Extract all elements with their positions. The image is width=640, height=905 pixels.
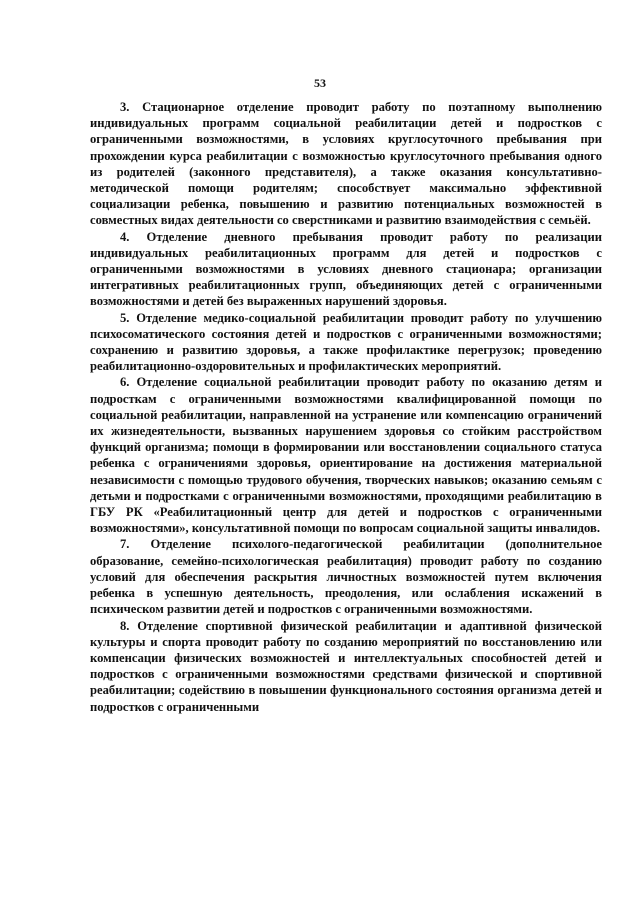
document-body xyxy=(90,99,602,715)
paragraph-3-inpatient-department: 3. Стационарное отделение проводит работу по поэтапному выполнению индивидуальных программ социальной реабилитации детей и подростков с ограниченными возможностями, в условиях круглосуточного пребывания при прохождении курса реабилитации с возможностью круглосуточного пребывания одного из родителей (законного представителя), а также оказания консультативно-методической помощи родителям; способствует максимально эффективной социализации ребенка, повышению и развитию потенциальных возможностей в совместных видах деятельности со сверстниками и развитию взаимодействия с семьёй. xyxy=(90,100,602,228)
paragraph-4-day-care-department: 4. Отделение дневного пребывания проводит работу по реализации индивидуальных реабилитационных программ для детей и подростков с ограниченными возможностями в условиях дневного стационара; организации интегративных реабилитационных групп, объединяющих детей с ограниченными возможностями и детей без выраженных нарушений здоровья. xyxy=(90,229,602,309)
paragraph-5-medical-social-department: 5. Отделение медико-социальной реабилитации проводит работу по улучшению психосоматического состояния детей и подростков с ограниченными возможностями; сохранению и развитию здоровья, а также профилактике перегрузок; проведению реабилитационно-оздоровительных и профилактических мероприятий. xyxy=(90,310,602,374)
paragraph-7-psycho-pedagogical-department: 7. Отделение психолого-педагогической реабилитации (дополнительное образование, семейно-психологическая реабилитация) проводит работу по созданию условий для обеспечения раскрытия личностных возможностей путем включения ребенка в успешную деятельность, преодоления, или ослабления искажений в психическом развитии детей и подростков с ограниченными возможностями. xyxy=(90,537,602,617)
paragraph-8-sports-rehabilitation-department: 8. Отделение спортивной физической реабилитации и адаптивной физической культуры и спорта проводит работу по созданию мероприятий по восстановлению или компенсации физических возможностей и интеллектуальных способностей детей и подростков с ограниченными возможностями средствами физической и спортивной реабилитации; содействию в повышении функционального состояния организма детей и подростков с ограниченными xyxy=(90,618,602,714)
paragraph-6-social-rehabilitation-department: 6. Отделение социальной реабилитации проводит работу по оказанию детям и подросткам с ограниченными возможностями квалифицированной помощи по социальной реабилитации, направленной на устранение или компенсацию ограничений их жизнедеятельности, вызванных нарушением здоровья со стойким расстройством функций организма; помощи в формировании или восстановлении социального статуса ребенка с ограничениями здоровья, ориентирование на достижения материальной независимости с помощью трудового обучения, творческих навыков; оказанию семьям с детьми и подростками с ограниченными возможностями, проходящими реабилитацию в ГБУ РК «Реабилитационный центр для детей и подростков с ограниченными возможностями», консультативной помощи по вопросам социальной защиты инвалидов. xyxy=(90,375,602,536)
page-number: 53 xyxy=(314,76,326,90)
